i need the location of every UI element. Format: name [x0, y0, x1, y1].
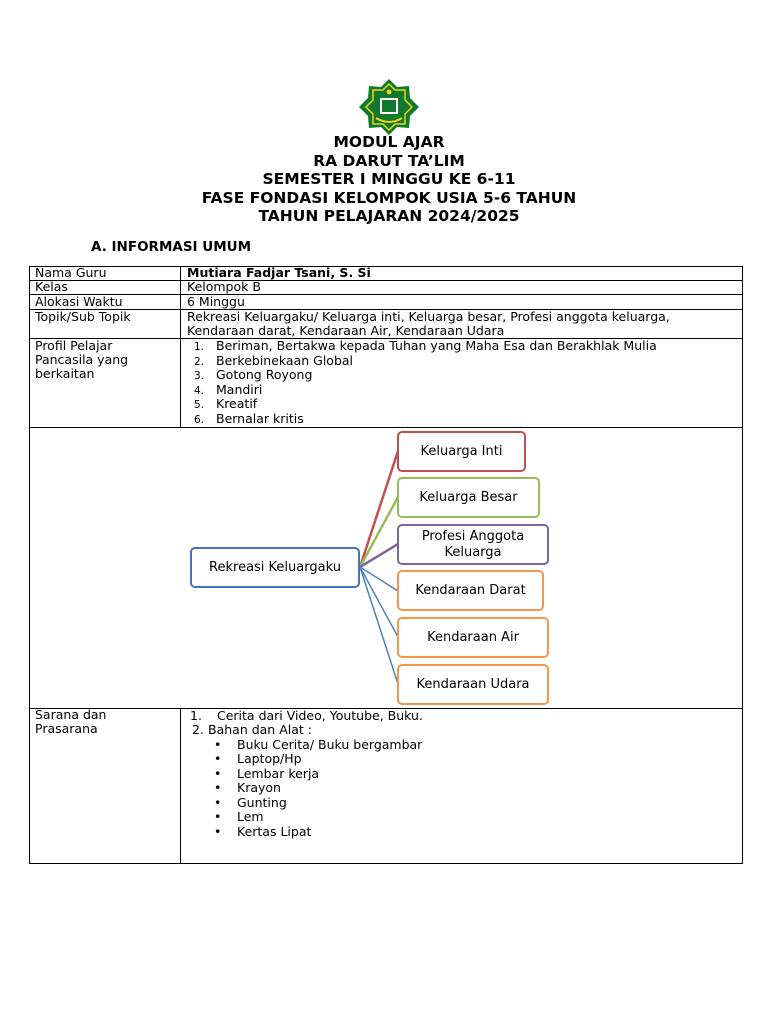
profil-label-line-1: Profil Pelajar — [35, 338, 113, 353]
title-line-2: RA DARUT TA’LIM — [313, 151, 465, 170]
sarana-label-line-2: Prasarana — [35, 721, 98, 736]
list-item: 3. Gotong Royong — [194, 367, 313, 382]
list-item: • Laptop/Hp — [214, 751, 302, 766]
mindmap-node-keluarga-besar: Keluarga Besar — [397, 477, 540, 518]
mindmap-node-kendaraan-darat: Kendaraan Darat — [397, 570, 544, 611]
bullet-icon: • — [214, 766, 222, 781]
list-item: 4. Mandiri — [194, 382, 263, 397]
profil-label-line-2: Pancasila yang — [35, 352, 129, 367]
title-line-3: SEMESTER I MINGGU KE 6-11 — [262, 170, 516, 188]
mindmap-node-kendaraan-air: Kendaraan Air — [397, 617, 549, 658]
sarana-label-line-1: Sarana dan — [35, 707, 107, 722]
title-line-1: MODUL AJAR — [333, 133, 445, 151]
title-line-4: FASE FONDASI KELOMPOK USIA 5-6 TAHUN — [201, 188, 577, 207]
topik-label: Topik/Sub Topik — [35, 309, 131, 324]
list-item: 2. Bahan dan Alat : — [192, 722, 312, 737]
topik-value-line-1: Rekreasi Keluargaku/ Keluarga inti, Keluarga besar, Profesi anggota keluarga, — [187, 309, 670, 324]
list-item: • Lembar kerja — [214, 766, 320, 781]
alokasi-label: Alokasi Waktu — [35, 294, 123, 309]
list-item: 2. Berkebinekaan Global — [194, 353, 354, 368]
bullet-icon: • — [214, 751, 222, 766]
list-item: • Krayon — [214, 780, 281, 795]
mindmap-node-kendaraan-udara: Kendaraan Udara — [397, 664, 549, 705]
alokasi-value: 6 Minggu — [187, 294, 245, 309]
topik-value-line-2: Kendaraan darat, Kendaraan Air, Kendaraan Udara — [187, 323, 505, 338]
mindmap-node-keluarga-inti: Keluarga Inti — [397, 431, 526, 472]
bullet-icon: • — [214, 780, 222, 795]
nama-guru-label: Nama Guru — [35, 265, 107, 280]
nama-guru-value: Mutiara Fadjar Tsani, S. Si — [187, 265, 371, 280]
kelas-label: Kelas — [35, 279, 68, 294]
list-item: • Gunting — [214, 795, 287, 810]
list-item: • Lem — [214, 809, 264, 824]
mindmap-node-profesi: Profesi Anggota Keluarga — [397, 524, 549, 565]
bullet-icon: • — [214, 809, 222, 824]
title-line-5: TAHUN PELAJARAN 2024/2025 — [258, 207, 520, 225]
list-item: • Buku Cerita/ Buku bergambar — [214, 737, 423, 752]
list-item: 1. Cerita dari Video, Youtube, Buku. — [190, 708, 423, 723]
list-item: 6. Bernalar kritis — [194, 411, 304, 426]
list-item: • Kertas Lipat — [214, 824, 312, 839]
profil-label-line-3: berkaitan — [35, 366, 95, 381]
section-heading: A. INFORMASI UMUM — [91, 239, 252, 255]
bullet-icon: • — [214, 737, 222, 752]
mindmap-center-node: Rekreasi Keluargaku — [190, 547, 360, 588]
list-item: 5. Kreatif — [194, 396, 258, 411]
bullet-icon: • — [214, 795, 222, 810]
bullet-icon: • — [214, 824, 222, 839]
list-item: 1. Beriman, Bertakwa kepada Tuhan yang Maha Esa dan Berakhlak Mulia — [194, 338, 657, 353]
kelas-value: Kelompok B — [187, 279, 261, 294]
